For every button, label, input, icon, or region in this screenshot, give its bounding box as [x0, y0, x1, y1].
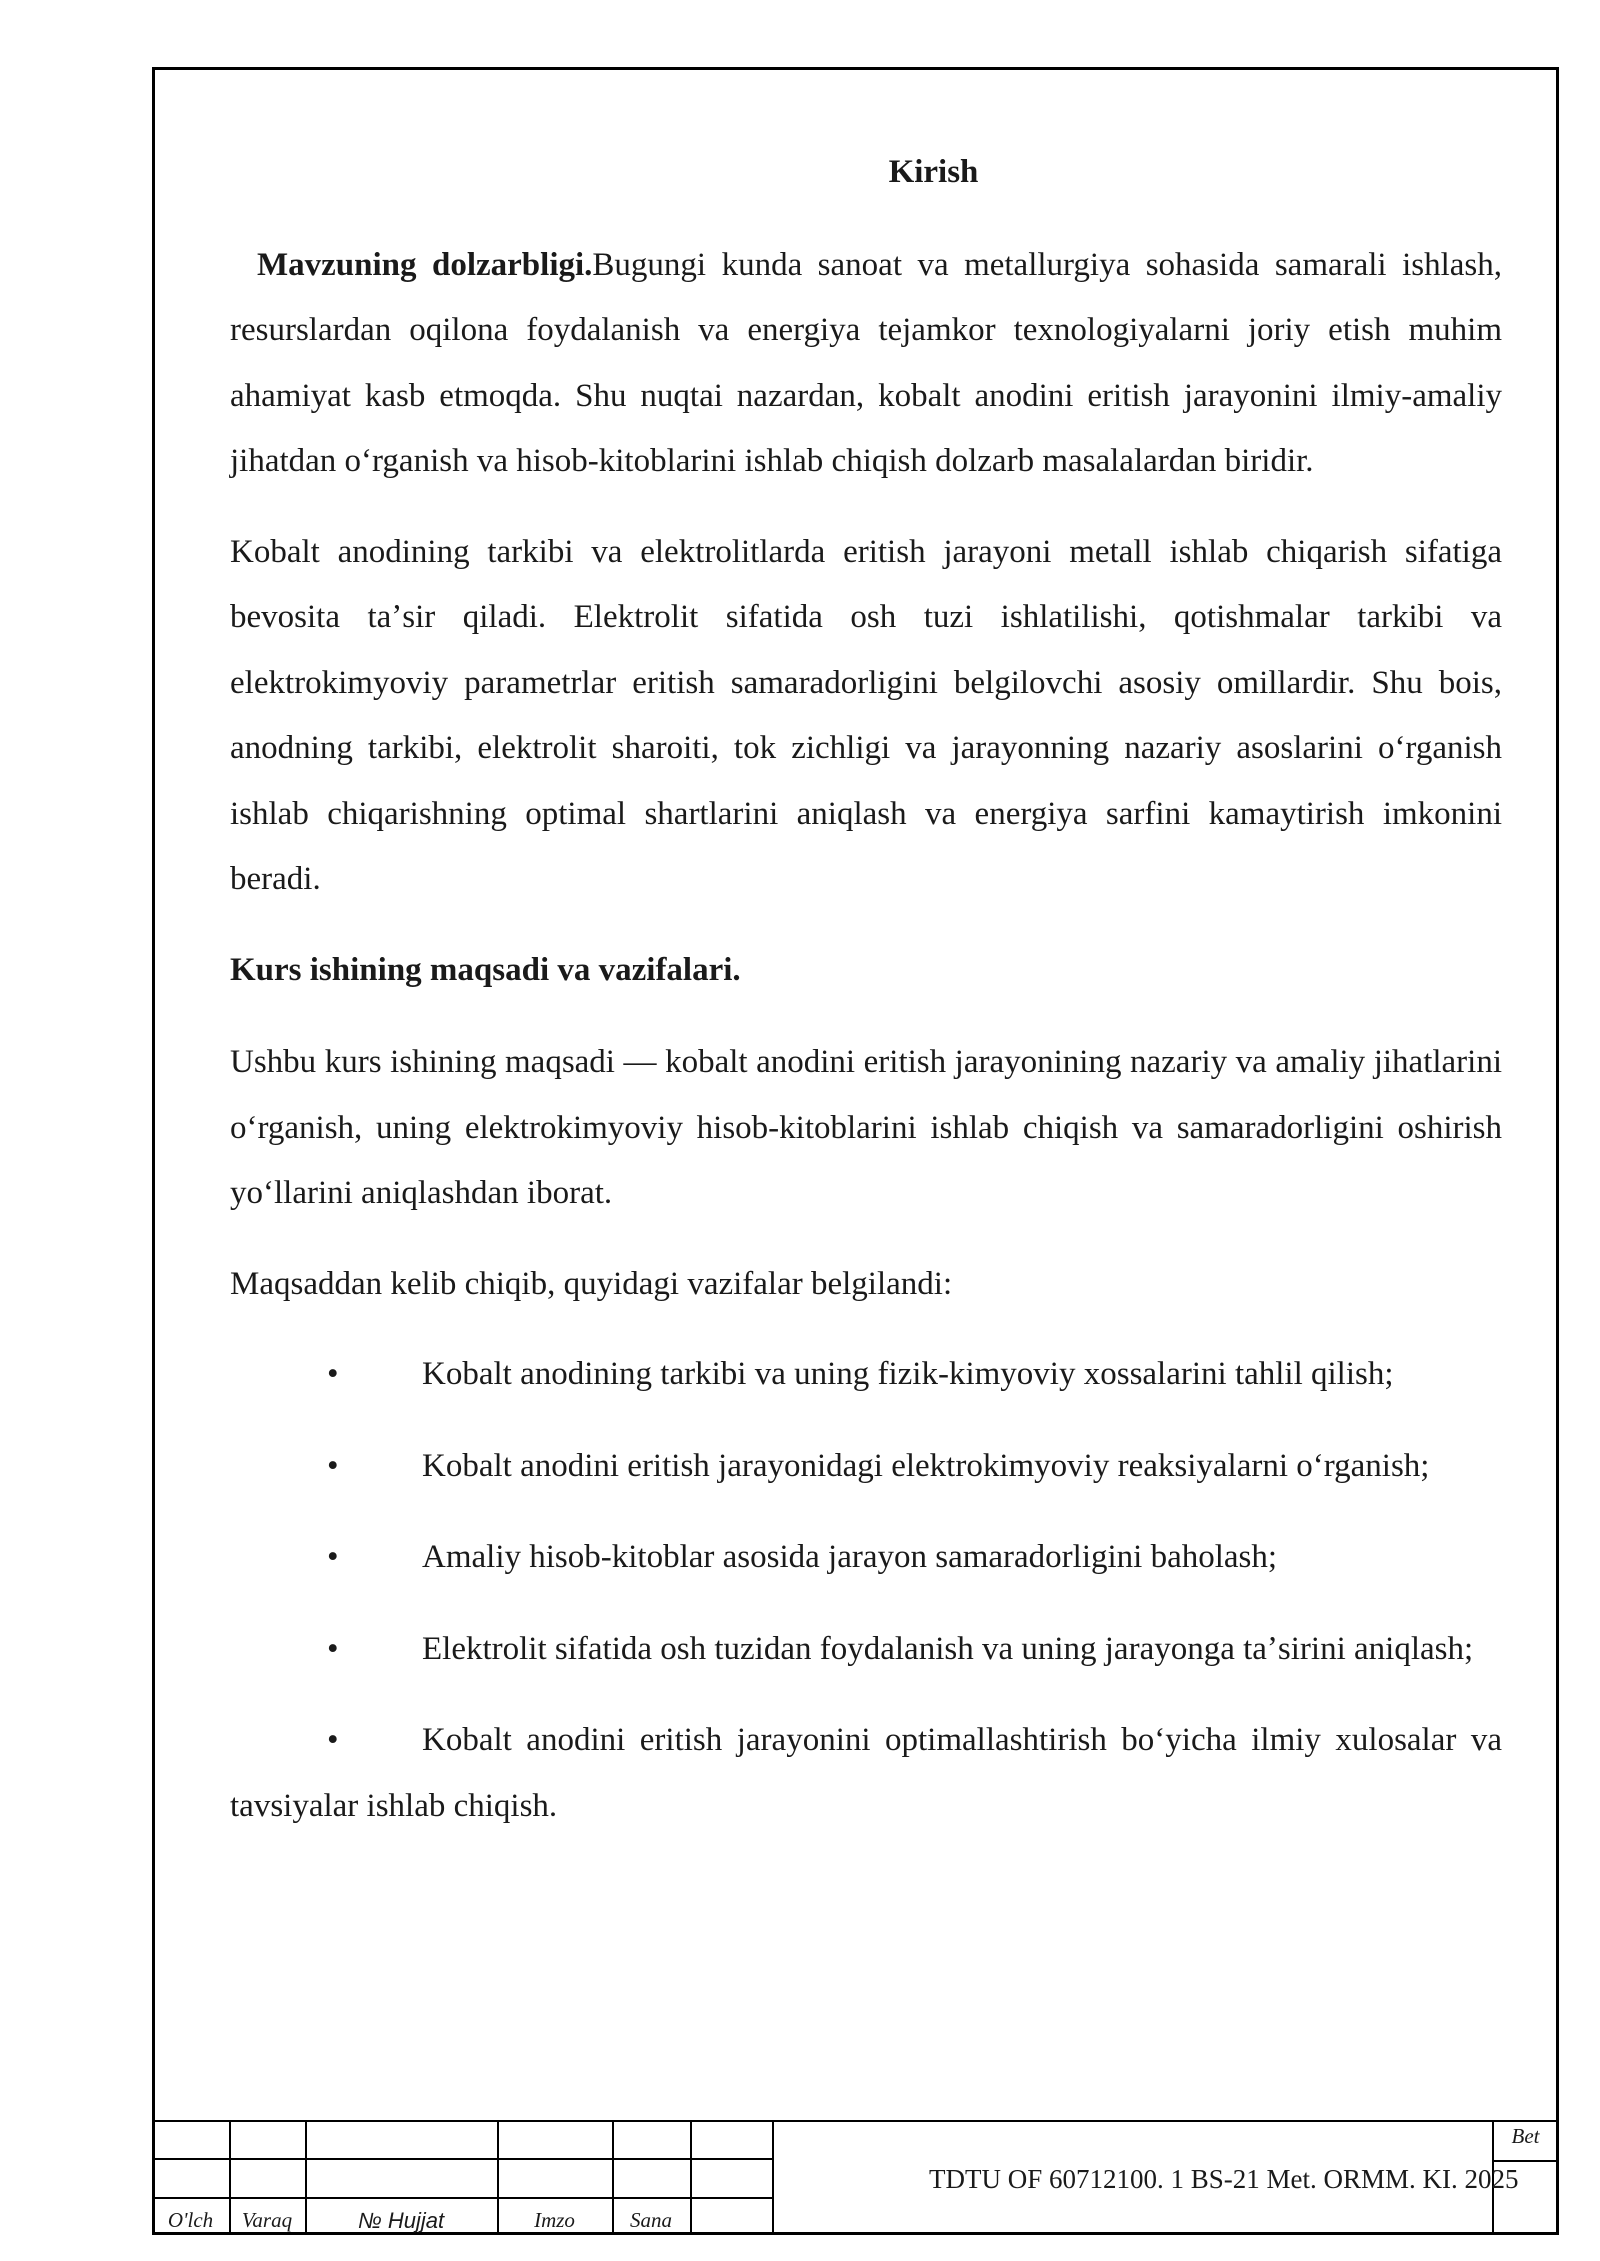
list-item-text: Amaliy hisob-kitoblar asosida jarayon samaradorligini baholash;	[422, 1539, 1278, 1575]
list-item	[230, 1617, 1502, 1683]
list-item-text: Elektrolit sifatida osh tuzidan foydalanish va uning jarayonga taʼsirini aniqlash;	[422, 1630, 1474, 1667]
list-item-text: Kobalt anodining tarkibi va uning fizik-kimyoviy xossalarini tahlil qilish;	[422, 1356, 1394, 1392]
bet-label: Bet	[1511, 2124, 1540, 2148]
varaq-label: Varaq	[241, 2208, 293, 2232]
imzo-label: Imzo	[534, 2208, 575, 2232]
list-item	[230, 1342, 1502, 1408]
list-item	[230, 1434, 1502, 1500]
list-item	[230, 1525, 1502, 1591]
list-item	[230, 1708, 1502, 1839]
paragraph-tasks-intro: Maqsaddan kelib chiqib, quyidagi vazifalar belgilandi:	[230, 1265, 953, 1302]
bullet-icon: •	[327, 1630, 339, 1667]
list-item-text: Kobalt anodini eritish jarayonini optimallashtirish boʻyicha ilmiy xulosalar va tavsiyalar ishlab chiqish.	[230, 1722, 1502, 1824]
goals-heading: Kurs ishining maqsadi va vazifalari.	[230, 951, 741, 988]
list-item-text: Kobalt anodini eritish jarayonidagi elektrokimyoviy reaksiyalarni oʻrganish;	[422, 1447, 1430, 1484]
hujjat-label: № Hujjat	[357, 2208, 445, 2233]
document-code: TDTU OF 60712100. 1 BS-21 Met. ORMM. KI. 2025	[929, 2164, 1519, 2194]
bullet-icon: •	[327, 1722, 339, 1758]
relevance-text: Bugungi kunda sanoat va metallurgiya sohasida samarali ishlash, resurslardan oqilona foydalanish va energiya tejamkor texnologiyalarni joriy etish muhim ahamiyat kasb etmoqda. Shu nuqtai nazardan, kobalt anodini eritish jarayonini ilmiy-amaliy jihatdan oʻrganish va hisob-kitoblarini ishlab chiqish dolzarb masalalardan biridir.	[230, 246, 1502, 479]
relevance-lead: Mavzuning dolzarbligi.	[257, 246, 593, 283]
section-title: Kirish	[888, 154, 979, 190]
bullet-icon: •	[327, 1539, 339, 1575]
bullet-icon: •	[327, 1356, 339, 1392]
paragraph-relevance	[230, 233, 1502, 495]
bullet-icon: •	[327, 1447, 339, 1484]
document-body	[230, 140, 1502, 1865]
sana-label: Sana	[630, 2208, 672, 2232]
olch-label: O'lch	[167, 2208, 214, 2232]
paragraph-goal: Ushbu kurs ishining maqsadi — kobalt anodini eritish jarayonining nazariy va amaliy jihatlarini oʻrganish, uning elektrokimyoviy hisob-kitoblarini ishlab chiqish va samaradorligini oshirish yoʻllarini aniqlashdan iborat.	[230, 1044, 1502, 1211]
paragraph-composition: Kobalt anodining tarkibi va elektrolitlarda eritish jarayoni metall ishlab chiqarish sifatiga bevosita taʼsir qiladi. Elektrolit sifatida osh tuzi ishlatilishi, qotishmalar tarkibi va elektrokimyoviy parametrlar eritish samaradorligini belgilovchi asosiy omillardir. Shu bois, anodning tarkibi, elektrolit sharoiti, tok zichligi va jarayonning nazariy asoslarini oʻrganish ishlab chiqarishning optimal shartlarini aniqlash va energiya sarfini kamaytirish imkonini beradi.	[230, 533, 1502, 897]
title-block	[152, 2120, 1559, 2235]
